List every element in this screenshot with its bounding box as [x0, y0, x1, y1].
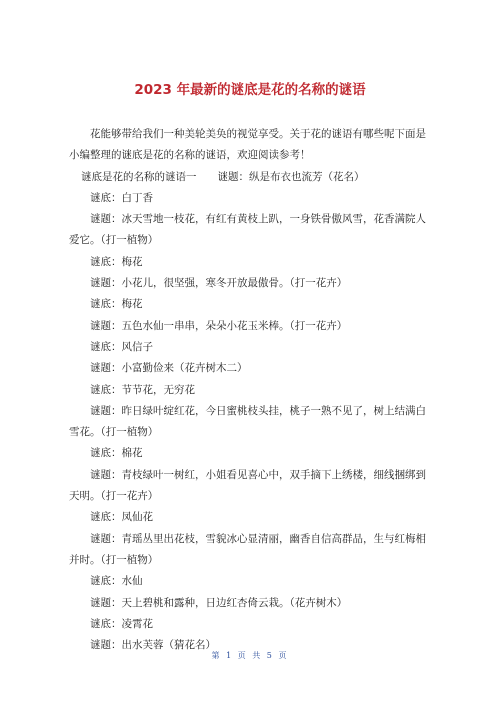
riddle-line: 谜题：冰天雪地一枝花，有红有黄枝上趴，一身铁骨傲风雪，花香满院人爱它。（打一植物） [69, 213, 426, 247]
riddle-line: 谜题：青瑶丛里出花枝，雪貌冰心显清丽，幽香自信高群品，生与红梅相并时。（打一植物） [69, 532, 426, 566]
page-footer: 第 1 页 共 5 页 [211, 651, 289, 660]
riddle-line: 谜底：凌霄花 [90, 617, 153, 630]
riddle-line: 谜底：白丁香 [90, 191, 153, 204]
riddle-line: 谜题：小花儿，很坚强，寒冬开放最傲骨。（打一花卉） [90, 277, 348, 290]
riddle-line: 谜底：梅花 [90, 298, 143, 311]
riddle-line: 谜题：出水芙蓉（猜花名） [90, 639, 216, 652]
riddle-line: 谜底：水仙 [90, 575, 143, 588]
riddle-line: 谜题：天上碧桃和露种，日边红杏倚云栽。（花卉树木） [90, 596, 348, 609]
riddle-line: 谜题：青枝绿叶一树红，小姐看见喜心中，双手摘下上绣楼，细线捆绑到天明。（打一花卉） [69, 468, 426, 503]
document-body [69, 124, 431, 656]
riddle-line: 谜底：梅花 [90, 255, 143, 268]
riddle-line: 谜底是花的名称的谜语一 谜题：纵是布衣也流芳（花名） [81, 170, 365, 183]
riddle-line: 谜题：小富勤俭来（花卉树木二） [90, 362, 248, 375]
riddle-line: 谜题：五色水仙一串串，朵朵小花玉米棒。（打一花卉） [90, 319, 348, 332]
riddle-line: 谜底：凤仙花 [90, 511, 153, 524]
riddle-line: 谜题：昨日绿叶绽红花，今日蜜桃枝头挂，桃子一熟不见了，树上结满白雪花。（打一植物） [69, 404, 426, 439]
riddle-line: 谜底：棉花 [90, 447, 143, 460]
intro-paragraph: 花能够带给我们一种美轮美奂的视觉享受。关于花的谜语有哪些呢下面是小编整理的谜底是花的名称的谜语，欢迎阅读参考！ [69, 128, 426, 162]
page-title: 2023 年最新的谜底是花的名称的谜语 [134, 82, 366, 98]
riddle-line: 谜底：风信子 [90, 340, 153, 353]
riddle-line: 谜底：节节花，无穷花 [90, 383, 195, 396]
